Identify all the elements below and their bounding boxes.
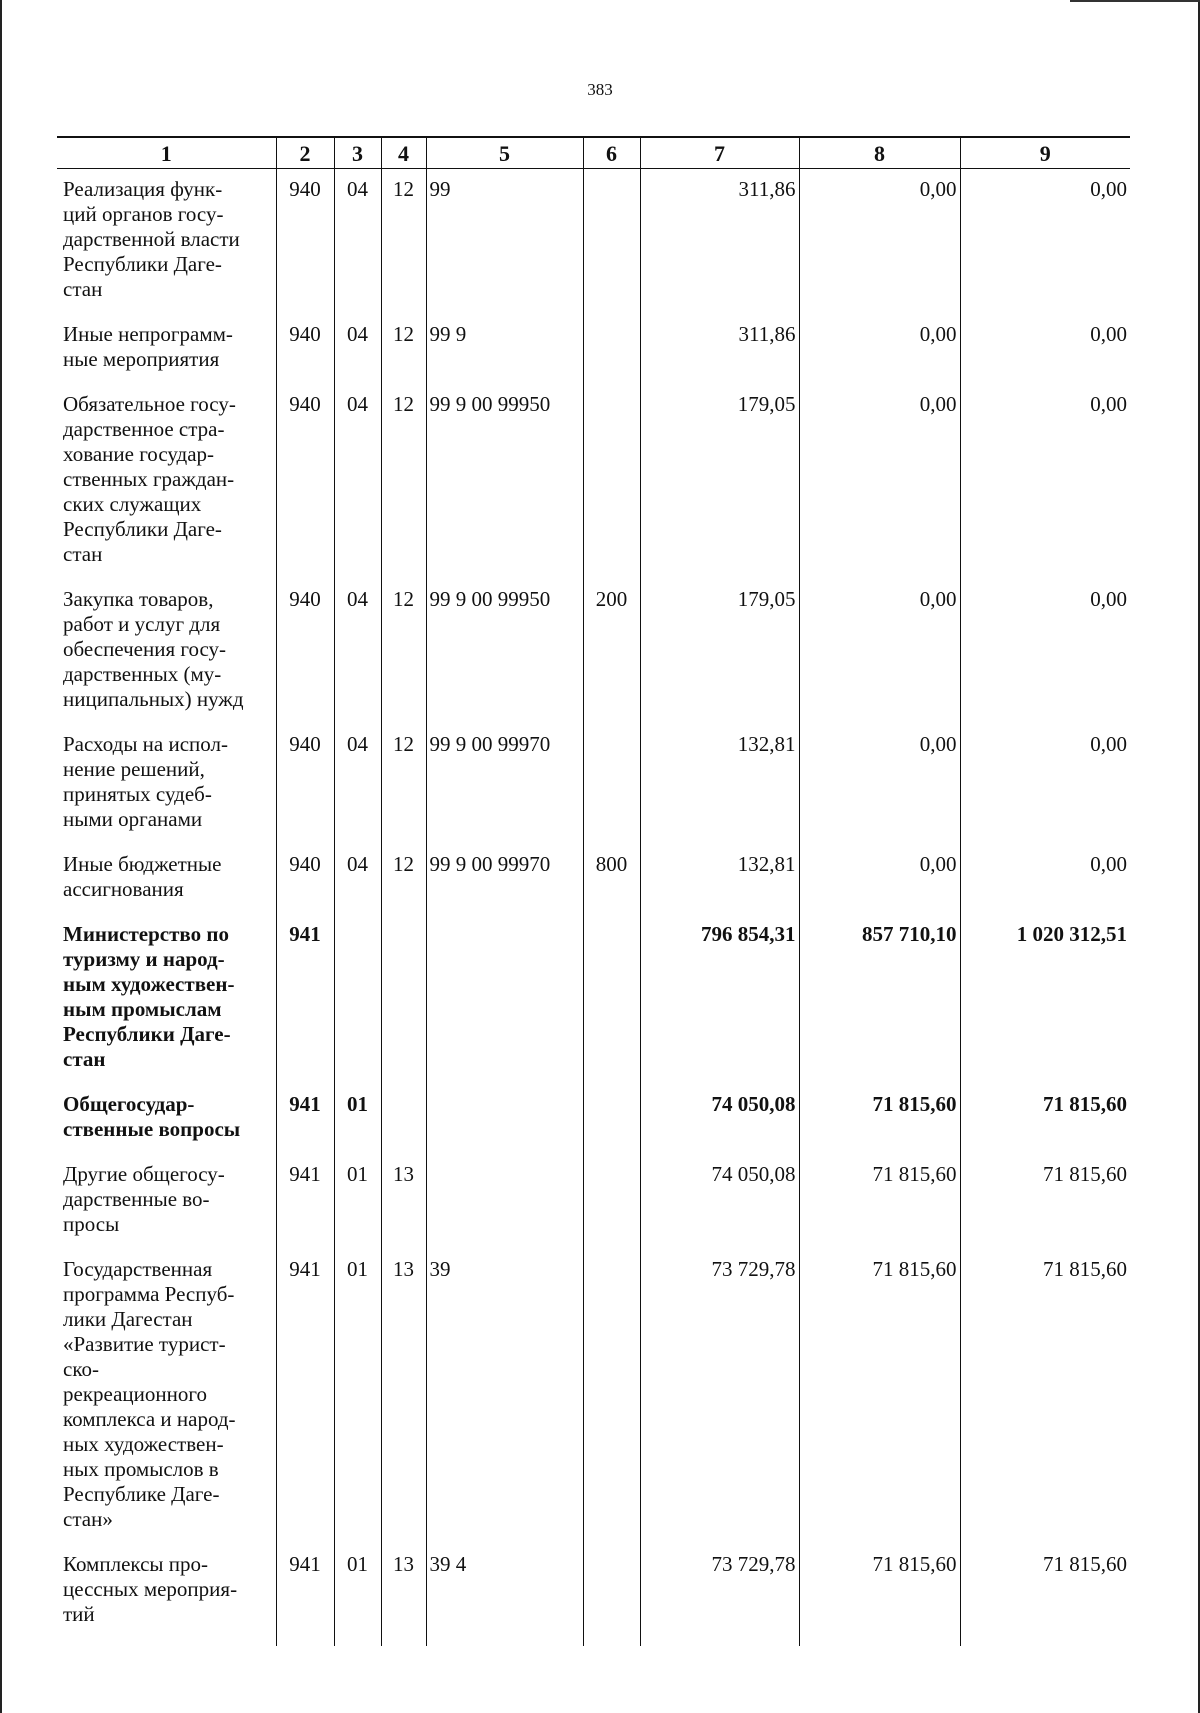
- expense-type-cell: [583, 169, 640, 315]
- target-article-cell: 39 4: [426, 1544, 583, 1646]
- scan-top-mark: [1070, 0, 1200, 2]
- table-row: [57, 1154, 1130, 1249]
- row-name-cell: Другие общегосу- дарственные во- просы: [63, 1162, 225, 1236]
- table-row: [57, 579, 1130, 724]
- row-name-cell: Расходы на испол- нение решений, принятых судеб- ными органами: [63, 732, 228, 831]
- expense-type-cell: [583, 384, 640, 579]
- grbs-code-cell: 941: [276, 1084, 334, 1154]
- amount-col9-cell: 71 815,60: [960, 1249, 1130, 1544]
- expense-type-cell: [583, 1084, 640, 1154]
- expense-type-cell: [583, 1249, 640, 1544]
- header-cell: 5: [426, 137, 583, 169]
- expense-type-cell: 800: [583, 844, 640, 914]
- section-code-cell: 01: [334, 1544, 381, 1646]
- target-article-cell: 99 9 00 99970: [426, 844, 583, 914]
- target-article-cell: 99 9 00 99970: [426, 724, 583, 844]
- grbs-code-cell: 941: [276, 914, 334, 1084]
- amount-col7-cell: 179,05: [640, 579, 799, 724]
- amount-col8-cell: 0,00: [799, 844, 960, 914]
- section-code-cell: 04: [334, 169, 381, 315]
- amount-col7-cell: 311,86: [640, 314, 799, 384]
- expense-type-cell: [583, 914, 640, 1084]
- section-code-cell: 04: [334, 384, 381, 579]
- subsection-code-cell: 12: [381, 844, 426, 914]
- amount-col7-cell: 179,05: [640, 384, 799, 579]
- row-name-cell: Закупка товаров, работ и услуг для обеспечения госу- дарственных (му- ниципальных) нужд: [63, 587, 244, 711]
- table-body: [57, 169, 1130, 1647]
- amount-col9-cell: 71 815,60: [960, 1084, 1130, 1154]
- expense-type-cell: 200: [583, 579, 640, 724]
- amount-col7-cell: 74 050,08: [640, 1084, 799, 1154]
- amount-col7-cell: 73 729,78: [640, 1544, 799, 1646]
- table-row: [57, 724, 1130, 844]
- subsection-code-cell: [381, 1084, 426, 1154]
- header-cell: 9: [960, 137, 1130, 169]
- subsection-code-cell: 12: [381, 169, 426, 315]
- row-name-cell: Иные бюджетные ассигнования: [63, 852, 222, 901]
- amount-col7-cell: 73 729,78: [640, 1249, 799, 1544]
- header-cell: 1: [57, 137, 276, 169]
- header-cell: 7: [640, 137, 799, 169]
- budget-table: [57, 136, 1130, 1646]
- target-article-cell: 99: [426, 169, 583, 315]
- amount-col8-cell: 71 815,60: [799, 1249, 960, 1544]
- expense-type-cell: [583, 1544, 640, 1646]
- grbs-code-cell: 940: [276, 579, 334, 724]
- row-name-cell: Общегосудар- ственные вопросы: [63, 1092, 241, 1141]
- grbs-code-cell: 941: [276, 1154, 334, 1249]
- grbs-code-cell: 940: [276, 724, 334, 844]
- expense-type-cell: [583, 314, 640, 384]
- grbs-code-cell: 940: [276, 169, 334, 315]
- section-code-cell: 04: [334, 724, 381, 844]
- target-article-cell: 39: [426, 1249, 583, 1544]
- section-code-cell: [334, 914, 381, 1084]
- expense-type-cell: [583, 724, 640, 844]
- subsection-code-cell: 12: [381, 724, 426, 844]
- amount-col9-cell: 0,00: [960, 579, 1130, 724]
- target-article-cell: 99 9 00 99950: [426, 384, 583, 579]
- amount-col7-cell: 311,86: [640, 169, 799, 315]
- table-row: [57, 384, 1130, 579]
- amount-col7-cell: 132,81: [640, 844, 799, 914]
- amount-col8-cell: 0,00: [799, 314, 960, 384]
- subsection-code-cell: [381, 914, 426, 1084]
- target-article-cell: [426, 1154, 583, 1249]
- subsection-code-cell: 12: [381, 579, 426, 724]
- header-cell: 3: [334, 137, 381, 169]
- header-cell: 6: [583, 137, 640, 169]
- amount-col8-cell: 0,00: [799, 384, 960, 579]
- table-row: [57, 914, 1130, 1084]
- target-article-cell: [426, 914, 583, 1084]
- section-code-cell: 01: [334, 1154, 381, 1249]
- row-name-cell: Обязательное госу- дарственное стра- хование государ- ственных граждан- ских служащих Республики Даге- стан: [63, 392, 236, 566]
- grbs-code-cell: 941: [276, 1249, 334, 1544]
- header-row: [57, 137, 1130, 169]
- amount-col8-cell: 71 815,60: [799, 1154, 960, 1249]
- header-cell: 2: [276, 137, 334, 169]
- grbs-code-cell: 941: [276, 1544, 334, 1646]
- amount-col8-cell: 0,00: [799, 579, 960, 724]
- grbs-code-cell: 940: [276, 314, 334, 384]
- row-name-cell: Иные непрограмм- ные мероприятия: [63, 322, 233, 371]
- amount-col8-cell: 857 710,10: [799, 914, 960, 1084]
- expense-type-cell: [583, 1154, 640, 1249]
- amount-col9-cell: 0,00: [960, 724, 1130, 844]
- row-name-cell: Реализация функ- ций органов госу- дарственной власти Республики Даге- стан: [63, 177, 240, 301]
- row-name-cell: Министерство по туризму и народ- ным художествен- ным промыслам Республики Даге- стан: [63, 922, 235, 1071]
- amount-col9-cell: 0,00: [960, 844, 1130, 914]
- subsection-code-cell: 12: [381, 314, 426, 384]
- section-code-cell: 01: [334, 1084, 381, 1154]
- subsection-code-cell: 12: [381, 384, 426, 579]
- table-row: [57, 1249, 1130, 1544]
- amount-col9-cell: 0,00: [960, 384, 1130, 579]
- amount-col8-cell: 71 815,60: [799, 1084, 960, 1154]
- amount-col9-cell: 71 815,60: [960, 1544, 1130, 1646]
- amount-col9-cell: 71 815,60: [960, 1154, 1130, 1249]
- section-code-cell: 01: [334, 1249, 381, 1544]
- amount-col7-cell: 74 050,08: [640, 1154, 799, 1249]
- subsection-code-cell: 13: [381, 1154, 426, 1249]
- amount-col8-cell: 0,00: [799, 724, 960, 844]
- target-article-cell: [426, 1084, 583, 1154]
- grbs-code-cell: 940: [276, 844, 334, 914]
- subsection-code-cell: 13: [381, 1249, 426, 1544]
- scan-left-edge: [0, 0, 2, 1713]
- page-number: 383: [587, 80, 613, 99]
- table-row: [57, 169, 1130, 315]
- target-article-cell: 99 9 00 99950: [426, 579, 583, 724]
- table-row: [57, 1544, 1130, 1646]
- grbs-code-cell: 940: [276, 384, 334, 579]
- table-row: [57, 844, 1130, 914]
- target-article-cell: 99 9: [426, 314, 583, 384]
- table-row: [57, 314, 1130, 384]
- amount-col7-cell: 132,81: [640, 724, 799, 844]
- amount-col9-cell: 0,00: [960, 169, 1130, 315]
- section-code-cell: 04: [334, 314, 381, 384]
- header-cell: 4: [381, 137, 426, 169]
- table-row: [57, 1084, 1130, 1154]
- header-cell: 8: [799, 137, 960, 169]
- amount-col9-cell: 0,00: [960, 314, 1130, 384]
- row-name-cell: Комплексы про- цессных мероприя- тий: [63, 1552, 238, 1626]
- amount-col9-cell: 1 020 312,51: [960, 914, 1130, 1084]
- amount-col8-cell: 71 815,60: [799, 1544, 960, 1646]
- amount-col7-cell: 796 854,31: [640, 914, 799, 1084]
- amount-col8-cell: 0,00: [799, 169, 960, 315]
- section-code-cell: 04: [334, 579, 381, 724]
- row-name-cell: Государственная программа Респуб- лики Дагестан «Развитие турист- ско- рекреационного комплекса и народ- ных художествен- ных промыслов в Республике Даге- стан»: [63, 1257, 236, 1531]
- subsection-code-cell: 13: [381, 1544, 426, 1646]
- section-code-cell: 04: [334, 844, 381, 914]
